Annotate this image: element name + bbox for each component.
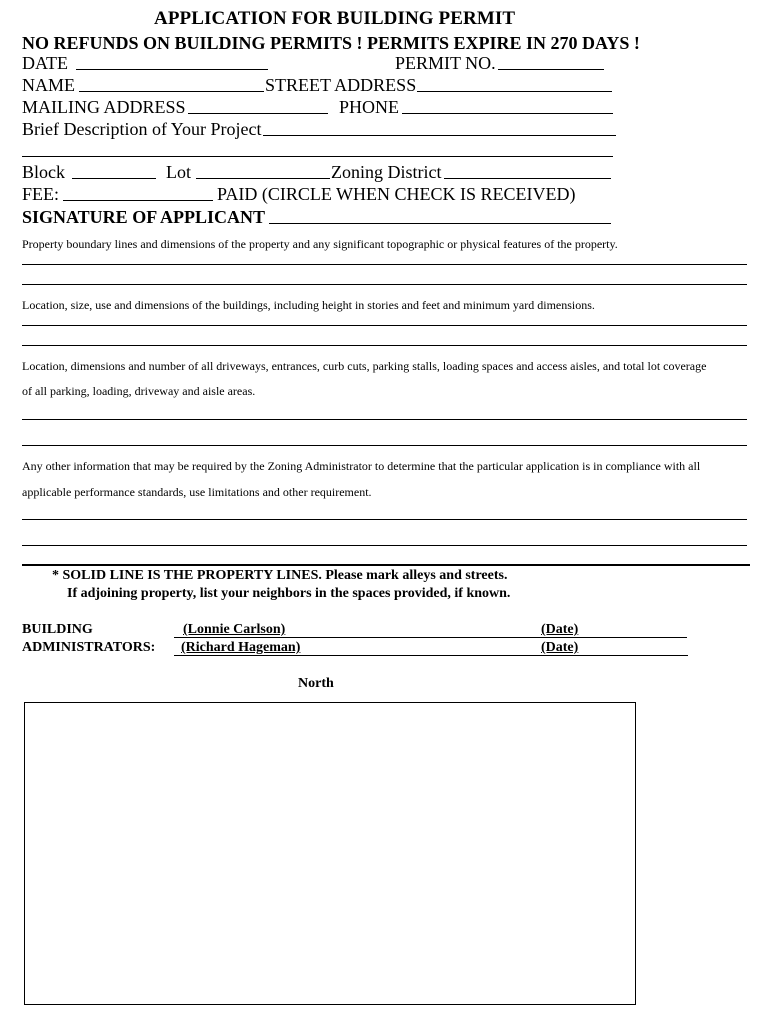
block-label: Block [22, 162, 65, 182]
driveways-line-2[interactable] [22, 445, 747, 446]
lot-field[interactable] [196, 178, 330, 179]
other-instruction-1: Any other information that may be required by the Zoning Administrator to determine that the particular application is in compliance with all [22, 459, 701, 473]
admin-date-label-2: (Date) [541, 640, 579, 655]
date-field[interactable] [76, 69, 268, 70]
description-label: Brief Description of Your Project [22, 119, 262, 139]
name-field[interactable] [79, 91, 264, 92]
buildings-line-2[interactable] [22, 345, 747, 346]
mailing-address-field[interactable] [188, 113, 328, 114]
admin-name-2: (Richard Hageman) [181, 640, 301, 655]
description-field-line-2[interactable] [22, 156, 613, 157]
admin-date-label-1: (Date) [541, 622, 579, 637]
admin-name-1: (Lonnie Carlson) [183, 622, 286, 637]
buildings-instruction: Location, size, use and dimensions of the buildings, including height in stories and feet and minimum yard dimensions. [22, 298, 595, 312]
phone-label: PHONE [339, 97, 400, 117]
property-lines-note: * SOLID LINE IS THE PROPERTY LINES. Please mark alleys and streets. [52, 568, 508, 583]
building-label: BUILDING [22, 622, 93, 637]
description-field[interactable] [263, 135, 616, 136]
zoning-district-label: Zoning District [331, 162, 442, 182]
lot-label: Lot [166, 162, 191, 182]
page-title: APPLICATION FOR BUILDING PERMIT [154, 8, 516, 29]
admin-signature-line-2[interactable] [174, 655, 688, 656]
neighbors-note: If adjoining property, list your neighbors in the spaces provided, if known. [67, 586, 511, 601]
driveways-line-1[interactable] [22, 419, 747, 420]
paid-label: PAID (CIRCLE WHEN CHECK IS RECEIVED) [217, 184, 576, 204]
zoning-district-field[interactable] [444, 178, 611, 179]
street-address-label: STREET ADDRESS [265, 75, 417, 95]
block-field[interactable] [72, 178, 156, 179]
permit-no-field[interactable] [498, 69, 604, 70]
signature-label: SIGNATURE OF APPLICANT [22, 207, 266, 227]
admin-signature-line-1[interactable] [174, 637, 687, 638]
administrators-label: ADMINISTRATORS: [22, 640, 156, 655]
date-label: DATE [22, 53, 68, 73]
phone-field[interactable] [402, 113, 613, 114]
boundary-line-1[interactable] [22, 264, 747, 265]
property-sketch-box[interactable] [24, 702, 636, 1005]
other-line-1[interactable] [22, 519, 747, 520]
north-label: North [298, 676, 334, 691]
other-instruction-2: applicable performance standards, use limitations and other requirement. [22, 485, 372, 499]
signature-field[interactable] [269, 223, 611, 224]
street-address-field[interactable] [417, 91, 612, 92]
section-divider [22, 564, 750, 566]
fee-label: FEE: [22, 184, 60, 204]
driveways-instruction-2: of all parking, loading, driveway and aisle areas. [22, 384, 256, 398]
permit-no-label: PERMIT NO. [395, 53, 496, 73]
boundary-line-2[interactable] [22, 284, 747, 285]
refund-notice: NO REFUNDS ON BUILDING PERMITS ! PERMITS EXPIRE IN 270 DAYS ! [22, 33, 640, 53]
name-label: NAME [22, 75, 75, 95]
other-line-2[interactable] [22, 545, 747, 546]
boundary-instruction: Property boundary lines and dimensions of the property and any significant topographic or physical features of the property. [22, 237, 618, 251]
mailing-address-label: MAILING ADDRESS [22, 97, 186, 117]
driveways-instruction-1: Location, dimensions and number of all driveways, entrances, curb cuts, parking stalls, loading spaces and access aisles, and total lot coverage [22, 359, 707, 373]
buildings-line-1[interactable] [22, 325, 747, 326]
fee-field[interactable] [63, 200, 213, 201]
